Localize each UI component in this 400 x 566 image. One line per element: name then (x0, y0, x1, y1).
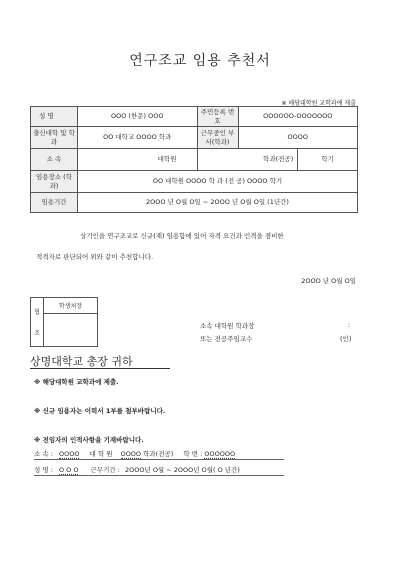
name-label: 성 명 (39, 112, 54, 120)
table-row (31, 107, 358, 127)
prev-major-suffix: 학과(전공) (143, 450, 174, 458)
period-value: 2OOO 년 O월 O일 ~ 2OOO 년 O월 O일 (1년간) (78, 193, 358, 213)
coop-side-cell (31, 298, 44, 347)
school-label: 출신대학 및 학과 (31, 127, 78, 149)
work-label: 근무중인 부서(학과) (197, 127, 238, 149)
prev-period-value: 2OOO년 O월 ~ 2OOO년 O월( O 년간) (124, 466, 240, 474)
cooperation-box (30, 297, 98, 347)
prev-affil-rule (34, 459, 284, 460)
idnum-label: 주민등록 번 호 (197, 107, 238, 127)
table-row (31, 298, 98, 314)
prev-name-value: O O O (58, 466, 79, 474)
addressee-underline (30, 368, 170, 369)
school-value: OO 대학교 OOOO 학과 (78, 127, 198, 149)
affil-major: 학과(전공) (197, 149, 298, 171)
place-value: OO 대학원 OOOO 학 과 (전 공) OOOO 학기 (78, 171, 358, 193)
addressee: 상명대학교 총장 귀하 (30, 355, 133, 368)
document-title: 연구조교 임용 추천서 (129, 53, 271, 69)
coop-head: 학생처장 (44, 298, 98, 314)
name-label-cell (31, 107, 78, 127)
seal-mark: (인) (340, 335, 352, 343)
work-value: OOOO (238, 127, 358, 149)
coop-sign-space (44, 314, 98, 347)
affil-term: 학기 (298, 149, 358, 171)
affil-label: 소 속 (31, 149, 78, 171)
table-row (31, 149, 358, 171)
coop-side-top: 협 (34, 309, 40, 316)
prev-grad-label: 대 학 원 (89, 450, 113, 458)
signatory-line-1: 소속 대학원 학과장 (200, 322, 255, 330)
note-2: ※ 신규 임용자는 이력서 1부를 첨부바랍니다. (34, 407, 166, 415)
period-label: 임용기간 (31, 193, 78, 213)
affil-grad: 대학원 (78, 149, 198, 171)
coop-side-bottom: 조 (34, 330, 40, 337)
note-3: ※ 전임자의 인적사항을 기재바랍니다. (34, 436, 144, 444)
prev-name-rule (34, 475, 284, 476)
body-paragraph-1: 상기인을 연구조교로 신규(재) 임용함에 있어 자격 요건과 인격을 겸비한 (80, 232, 284, 240)
prev-affil-row (34, 449, 235, 458)
place-label: 임용장소 (학 과) (31, 171, 78, 193)
body-paragraph-2: 적격자로 판단되어 위와 같이 추천합니다. (36, 253, 154, 261)
table-row (31, 193, 358, 213)
table-row (31, 171, 358, 193)
prev-stuno-label: 학 번 : (183, 450, 203, 458)
prev-major-value: OOOO (120, 450, 142, 458)
signatory-colon: : (348, 321, 351, 329)
prev-period-label: 근무기간 : (90, 466, 120, 474)
prev-name-label: 성 명 : (34, 466, 53, 474)
signatory-line-2: 또는 전공주임교수 (200, 335, 253, 343)
name-value: OOO (한문) OOO (78, 107, 198, 127)
idnum-value: OOOOOO-OOOOOOO (238, 107, 358, 127)
prev-affil-label: 소 속 : (34, 450, 53, 458)
recommendation-table (30, 106, 358, 213)
document-date: 2OOO 년 O월 O일 (301, 277, 356, 285)
prev-name-row (34, 465, 240, 474)
note-1: ※ 해당대학원 교학과에 제출. (34, 378, 119, 386)
submission-note: ※ 해당대학원 교학과에 제출 (281, 100, 356, 107)
table-row (31, 127, 358, 149)
prev-affil-value: OOOO (58, 450, 80, 458)
prev-stuno-value: OOOOOO (204, 450, 236, 458)
